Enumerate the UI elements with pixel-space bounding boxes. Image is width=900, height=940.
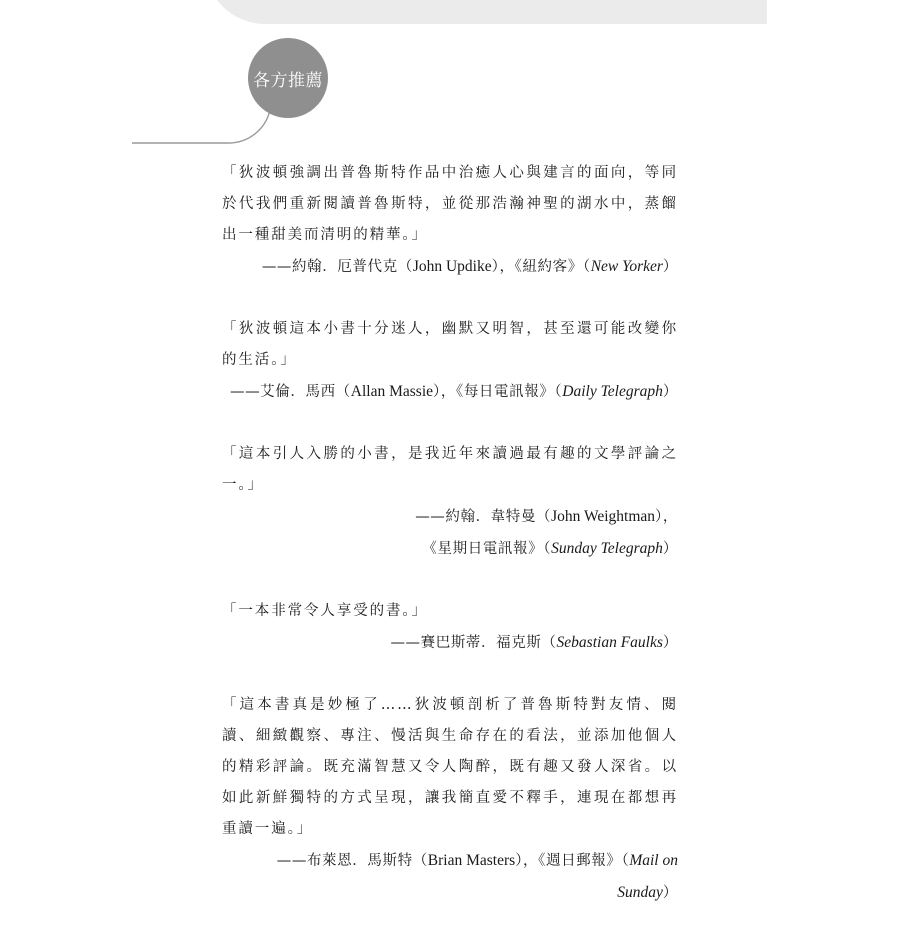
review-attribution: ——約翰．厄普代克（John Updike），《紐約客》（New Yorker） [261, 258, 678, 275]
review-item [222, 690, 678, 909]
review-attribution: ——賽巴斯蒂．福克斯（Sebastian Faulks） [390, 634, 678, 651]
review-quote: 「一本非常令人享受的書。」 [222, 603, 428, 619]
reviews-list [222, 158, 678, 940]
review-attribution: ——艾倫．馬西（Allan Massie），《每日電訊報》（Daily Telegraph） [229, 383, 678, 400]
section-title: 各方推薦 [253, 70, 323, 91]
review-quote: 「這本引人入勝的小書，是我近年來讀過最有趣的文學評論之一。」 [222, 446, 678, 493]
review-attribution: ——布萊恩．馬斯特（Brian Masters），《週日郵報》（Mail on Sunday） [276, 852, 678, 901]
review-quote: 「狄波頓這本小書十分迷人，幽默又明智，甚至還可能改變你的生活。」 [222, 321, 678, 368]
review-item [222, 439, 678, 565]
review-attribution: ——約翰．韋特曼（John Weightman）， [415, 508, 678, 525]
review-quote: 「這本書真是妙極了……狄波頓剖析了普魯斯特對友情、閱讀、細緻觀察、專注、慢活與生命存在的看法，並添加他個人的精彩評論。既充滿智慧又令人陶醉，既有趣又發人深省。以如此新鮮獨特的方式呈現，讓我簡直愛不釋手，連現在都想再重讀一遍。」 [222, 697, 678, 837]
review-item [222, 314, 678, 408]
review-item [222, 158, 678, 283]
section-title-badge [248, 38, 328, 118]
review-quote: 「狄波頓強調出普魯斯特作品中治癒人心與建言的面向，等同於代我們重新閱讀普魯斯特，並從那浩瀚神聖的湖水中，蒸餾出一種甜美而清明的精華。」 [222, 165, 678, 243]
review-item [222, 596, 678, 659]
top-decorative-band [205, 0, 767, 24]
review-attribution-source: 《星期日電訊報》（Sunday Telegraph） [422, 540, 678, 557]
